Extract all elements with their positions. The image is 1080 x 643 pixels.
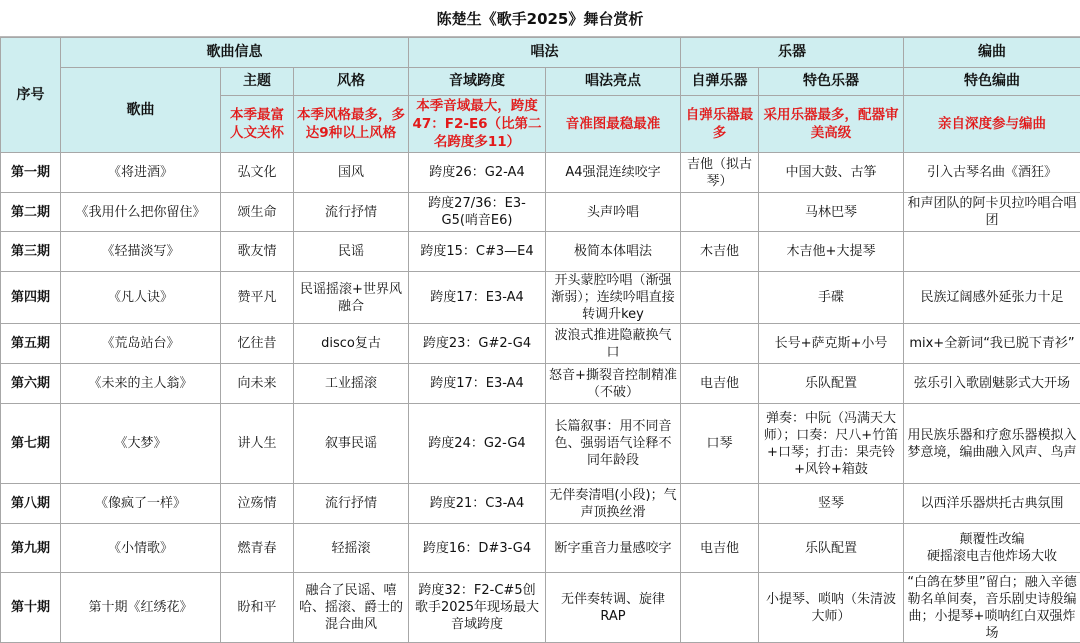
header-theme: 主题 [221, 68, 294, 96]
highlight-cell: 无伴奏转调、旋律RAP [546, 573, 681, 643]
song-cell: 《我用什么把你留住》 [61, 193, 221, 232]
style-cell: 轻摇滚 [294, 524, 409, 573]
table-row [1, 404, 1080, 484]
feat-arr-cell: 弦乐引入歌剧魅影式大开场 [904, 364, 1080, 404]
header-highlight: 唱法亮点 [546, 68, 681, 96]
period-cell: 第三期 [1, 232, 61, 272]
range-cell: 跨度26：G2-A4 [409, 153, 546, 193]
feat-arr-cell: “白鸽在梦里”留白；融入辛德勒名单间奏，音乐剧史诗般编曲；小提琴+唢呐红白双强炸场 [904, 573, 1080, 643]
theme-cell: 歌友情 [221, 232, 294, 272]
self-inst-cell [681, 484, 759, 524]
feat-inst-cell: 中国大鼓、古筝 [759, 153, 904, 193]
theme-cell: 讲人生 [221, 404, 294, 484]
table-row [1, 232, 1080, 272]
stage-analysis-table [0, 37, 1080, 643]
self-inst-cell: 口琴 [681, 404, 759, 484]
song-cell: 《将进酒》 [61, 153, 221, 193]
period-cell: 第九期 [1, 524, 61, 573]
note-highlight: 音准图最稳最准 [546, 96, 681, 153]
highlight-cell: 无伴奏清唱(小段)；气声顶换丝滑 [546, 484, 681, 524]
note-self-inst: 自弹乐器最多 [681, 96, 759, 153]
note-style: 本季风格最多，多达9种以上风格 [294, 96, 409, 153]
table-title: 陈楚生《歌手2025》舞台赏析 [0, 0, 1080, 37]
song-cell: 《小情歌》 [61, 524, 221, 573]
theme-cell: 燃青春 [221, 524, 294, 573]
self-inst-cell [681, 272, 759, 324]
feat-inst-cell: 乐队配置 [759, 524, 904, 573]
style-cell: 民谣 [294, 232, 409, 272]
feat-inst-cell: 弹奏：中阮（冯满天大师）；口奏：尺八+竹笛+口琴；打击：果壳铃+风铃+箱鼓 [759, 404, 904, 484]
song-cell: 《像疯了一样》 [61, 484, 221, 524]
period-cell: 第四期 [1, 272, 61, 324]
theme-cell: 忆往昔 [221, 324, 294, 364]
period-cell: 第十期 [1, 573, 61, 643]
self-inst-cell [681, 324, 759, 364]
highlight-cell: 开头蒙腔吟唱（渐强渐弱）；连续吟唱直接转调升key [546, 272, 681, 324]
range-cell: 跨度24：G2-G4 [409, 404, 546, 484]
highlight-cell: A4强混连续咬字 [546, 153, 681, 193]
song-cell: 《凡人诀》 [61, 272, 221, 324]
style-cell: disco复古 [294, 324, 409, 364]
style-cell: 工业摇滚 [294, 364, 409, 404]
style-cell: 民谣摇滚+世界风融合 [294, 272, 409, 324]
note-feat-arr: 亲自深度参与编曲 [904, 96, 1080, 153]
range-cell: 跨度21：C3-A4 [409, 484, 546, 524]
song-cell: 第十期《红绣花》 [61, 573, 221, 643]
table-row [1, 153, 1080, 193]
header-seq: 序号 [1, 38, 61, 153]
highlight-cell: 断字重音力量感咬字 [546, 524, 681, 573]
table-row [1, 193, 1080, 232]
period-cell: 第八期 [1, 484, 61, 524]
style-cell: 国风 [294, 153, 409, 193]
table-row [1, 324, 1080, 364]
feat-inst-cell: 小提琴、唢呐（朱清波大师） [759, 573, 904, 643]
note-theme: 本季最富人文关怀 [221, 96, 294, 153]
theme-cell: 弘文化 [221, 153, 294, 193]
feat-arr-cell: 用民族乐器和疗愈乐器模拟入梦意境，编曲融入风声、鸟声 [904, 404, 1080, 484]
feat-arr-cell: 以西洋乐器烘托古典氛围 [904, 484, 1080, 524]
header-group-song: 歌曲信息 [61, 38, 409, 68]
note-feat-inst: 采用乐器最多，配器审美高级 [759, 96, 904, 153]
song-cell: 《大梦》 [61, 404, 221, 484]
song-cell: 《未来的主人翁》 [61, 364, 221, 404]
self-inst-cell: 吉他（拟古琴） [681, 153, 759, 193]
self-inst-cell: 电吉他 [681, 524, 759, 573]
self-inst-cell [681, 193, 759, 232]
range-cell: 跨度17：E3-A4 [409, 272, 546, 324]
header-group-arrange: 编曲 [904, 38, 1080, 68]
feat-inst-cell: 木吉他+大提琴 [759, 232, 904, 272]
self-inst-cell [681, 573, 759, 643]
range-cell: 跨度32：F2-C#5创歌手2025年现场最大音域跨度 [409, 573, 546, 643]
table-row [1, 573, 1080, 643]
range-cell: 跨度16：D#3-G4 [409, 524, 546, 573]
highlight-cell: 波浪式推进隐蔽换气口 [546, 324, 681, 364]
period-cell: 第一期 [1, 153, 61, 193]
theme-cell: 赞平凡 [221, 272, 294, 324]
header-style: 风格 [294, 68, 409, 96]
feat-arr-cell: mix+全新词“我已脱下青衫” [904, 324, 1080, 364]
song-cell: 《荒岛站台》 [61, 324, 221, 364]
style-cell: 融合了民谣、嘻哈、摇滚、爵士的混合曲风 [294, 573, 409, 643]
style-cell: 叙事民谣 [294, 404, 409, 484]
range-cell: 跨度17：E3-A4 [409, 364, 546, 404]
theme-cell: 泣殇情 [221, 484, 294, 524]
feat-arr-cell: 民族辽阔感外延张力十足 [904, 272, 1080, 324]
theme-cell: 向未来 [221, 364, 294, 404]
header-group-singing: 唱法 [409, 38, 681, 68]
style-cell: 流行抒情 [294, 193, 409, 232]
feat-arr-cell: 颠覆性改编 硬摇滚电吉他炸场大收 [904, 524, 1080, 573]
header-self-inst: 自弹乐器 [681, 68, 759, 96]
header-feat-arr: 特色编曲 [904, 68, 1080, 96]
header-song: 歌曲 [61, 68, 221, 153]
feat-inst-cell: 马林巴琴 [759, 193, 904, 232]
period-cell: 第七期 [1, 404, 61, 484]
period-cell: 第二期 [1, 193, 61, 232]
style-cell: 流行抒情 [294, 484, 409, 524]
self-inst-cell: 电吉他 [681, 364, 759, 404]
table-row [1, 524, 1080, 573]
note-range: 本季音域最大，跨度47：F2-E6（比第二名跨度多11） [409, 96, 546, 153]
feat-inst-cell: 长号+萨克斯+小号 [759, 324, 904, 364]
feat-inst-cell: 竖琴 [759, 484, 904, 524]
theme-cell: 盼和平 [221, 573, 294, 643]
highlight-cell: 怒音+撕裂音控制精准（不破） [546, 364, 681, 404]
feat-inst-cell: 乐队配置 [759, 364, 904, 404]
theme-cell: 颂生命 [221, 193, 294, 232]
range-cell: 跨度15：C#3—E4 [409, 232, 546, 272]
table-row [1, 364, 1080, 404]
range-cell: 跨度27/36：E3-G5(哨音E6) [409, 193, 546, 232]
table-row [1, 484, 1080, 524]
period-cell: 第六期 [1, 364, 61, 404]
feat-arr-cell: 和声团队的阿卡贝拉吟唱合唱团 [904, 193, 1080, 232]
feat-arr-cell [904, 232, 1080, 272]
highlight-cell: 长篇叙事：用不同音色、强弱语气诠释不同年龄段 [546, 404, 681, 484]
header-group-instrument: 乐器 [681, 38, 904, 68]
range-cell: 跨度23：G#2-G4 [409, 324, 546, 364]
table-row [1, 272, 1080, 324]
header-feat-inst: 特色乐器 [759, 68, 904, 96]
self-inst-cell: 木吉他 [681, 232, 759, 272]
highlight-cell: 极简本体唱法 [546, 232, 681, 272]
period-cell: 第五期 [1, 324, 61, 364]
highlight-cell: 头声吟唱 [546, 193, 681, 232]
header-range: 音域跨度 [409, 68, 546, 96]
feat-inst-cell: 手碟 [759, 272, 904, 324]
feat-arr-cell: 引入古琴名曲《酒狂》 [904, 153, 1080, 193]
song-cell: 《轻描淡写》 [61, 232, 221, 272]
